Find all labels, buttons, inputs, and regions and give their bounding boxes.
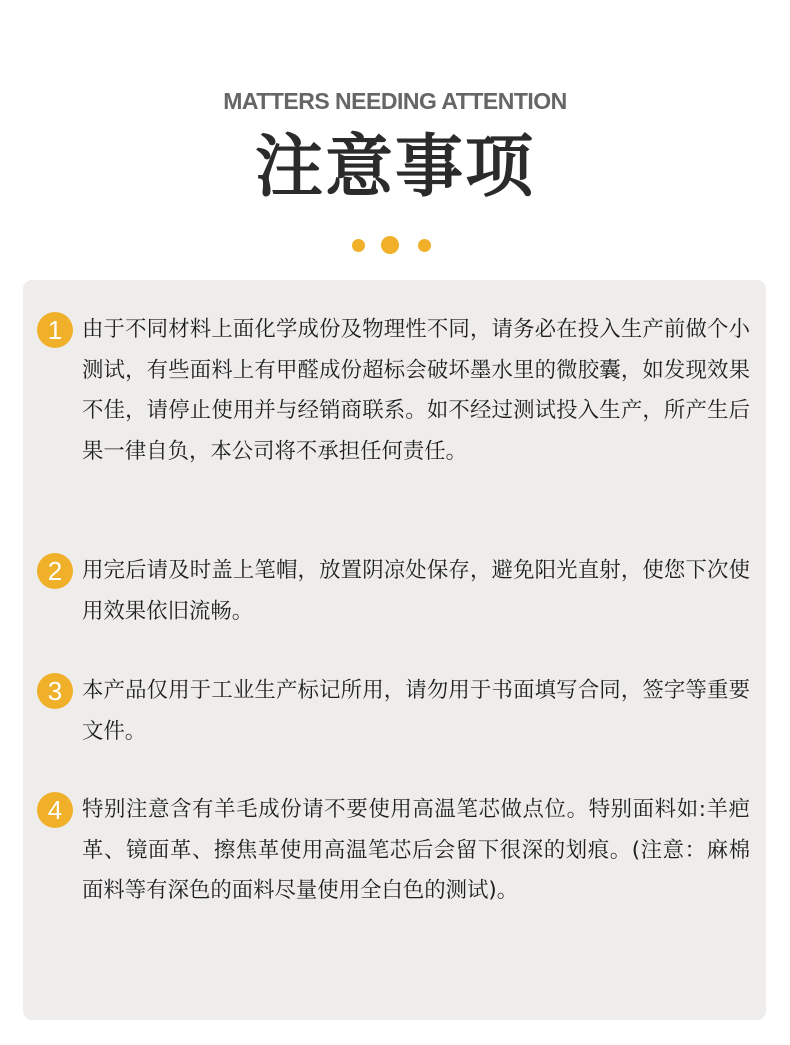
- number-badge: 2: [37, 553, 73, 589]
- decorative-dots: [0, 233, 790, 257]
- notice-text: 本产品仅用于工业生产标记所用，请勿用于书面填写合同，签字等重要文件。: [82, 678, 750, 744]
- number-badge: 1: [37, 312, 73, 348]
- dot-left: [352, 239, 365, 252]
- page-title: 注意事项: [254, 128, 535, 207]
- notice-text: 由于不同材料上面化学成份及物理性不同，请务必在投入生产前做个小测试，有些面料上有甲醛成份超标会破坏墨水里的微胶囊，如发现效果不佳，请停止使用并与经销商联系。如不经过测试投入生产，所产生后果一律自负，本公司将不承担任何责任。: [82, 317, 750, 464]
- number-badge: 4: [37, 792, 73, 828]
- notice-text: 特别注意含有羊毛成份请不要使用高温笔芯做点位。特别面料如:羊疤革、镜面革、擦焦革使用高温笔芯后会留下很深的划痕。(注意：麻棉面料等有深色的面料尽量使用全白色的测试)。: [82, 797, 750, 903]
- notice-panel: [23, 280, 766, 1020]
- dot-center: [381, 236, 399, 254]
- number-badge: 3: [37, 673, 73, 709]
- notice-text: 用完后请及时盖上笔帽，放置阴凉处保存，避免阳光直射，使您下次使用效果依旧流畅。: [82, 558, 750, 624]
- header-subtitle: MATTERS NEEDING ATTENTION: [223, 88, 567, 114]
- dot-right: [418, 239, 431, 252]
